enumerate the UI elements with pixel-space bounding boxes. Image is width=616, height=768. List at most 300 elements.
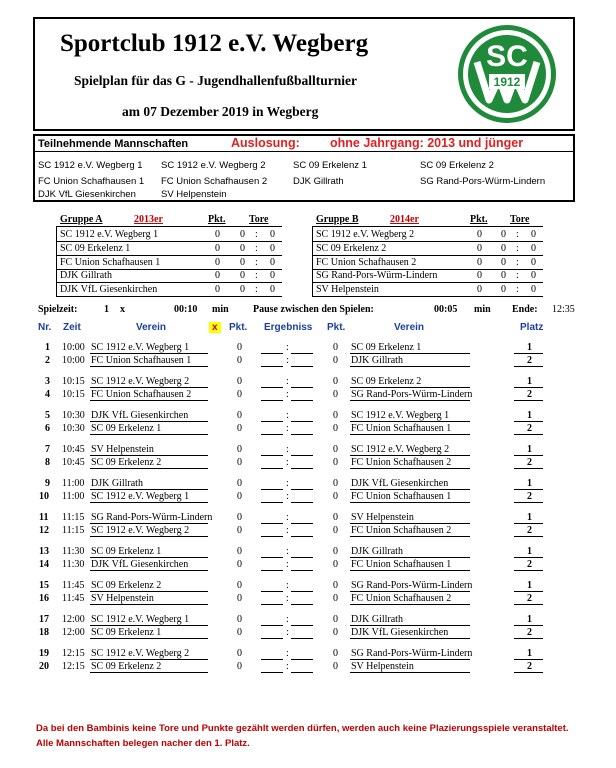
place-underline: [514, 659, 543, 660]
match-away-points: 0: [333, 478, 338, 489]
away-team-underline: [350, 570, 470, 571]
home-team-underline: [90, 489, 208, 490]
col-pkt: Pkt.: [229, 322, 248, 333]
match-home-team: SC 1912 e.V. Wegberg 2: [91, 648, 190, 659]
pause-time: 00:05: [434, 304, 458, 315]
match-home-team: SV Helpenstein: [91, 444, 154, 455]
group-row-line: [312, 296, 543, 297]
match-home-points: 0: [237, 512, 242, 523]
group-goals-against: 0: [531, 256, 536, 268]
home-team-underline: [90, 523, 208, 524]
match-away-points: 0: [333, 376, 338, 387]
match-home-points: 0: [237, 648, 242, 659]
match-time: 11:45: [62, 580, 85, 591]
home-team-underline: [90, 604, 208, 605]
col-zeit: Zeit: [63, 322, 81, 333]
group-goals-against: 0: [270, 242, 275, 254]
away-score-line: [291, 557, 313, 558]
home-team-underline: [90, 625, 208, 626]
home-team-underline: [90, 672, 208, 673]
team-entry: DJK VfL Giesenkirchen: [38, 189, 136, 200]
group-team: FC Union Schafhausen 2: [316, 256, 417, 268]
group-goals-for: 0: [240, 256, 245, 268]
place-underline: [514, 400, 543, 401]
match-home-points: 0: [237, 546, 242, 557]
group-goals-for: 0: [240, 242, 245, 254]
group-goals-for: 0: [240, 229, 245, 240]
home-score-line: [261, 570, 283, 571]
match-away-points: 0: [333, 546, 338, 557]
group-goals-against: 0: [270, 270, 275, 282]
home-score-line: [261, 536, 283, 537]
match-away-points: 0: [333, 648, 338, 659]
col-nr: Nr.: [38, 322, 52, 333]
group-points: 0: [477, 284, 482, 296]
match-away-team: DJK VfL Giesenkirchen: [351, 478, 449, 489]
group-goals-against: 0: [531, 242, 536, 254]
away-team-underline: [350, 638, 470, 639]
match-time: 10:15: [62, 376, 85, 387]
place-underline: [514, 387, 543, 388]
match-home-team: DJK VfL Giesenkirchen: [91, 410, 189, 421]
match-place: 1: [527, 376, 532, 387]
group-age: 2014er: [390, 214, 419, 225]
match-number: 10: [39, 491, 49, 502]
match-away-points: 0: [333, 342, 338, 353]
match-away-team: FC Union Schafhausen 1: [351, 491, 452, 502]
match-place: 2: [527, 355, 532, 366]
match-home-points: 0: [237, 389, 242, 400]
home-score-line: [261, 672, 283, 673]
match-number: 5: [45, 410, 50, 421]
away-score-line: [291, 523, 313, 524]
group-goals-sep: :: [255, 229, 258, 240]
place-underline: [514, 455, 543, 456]
match-number: 9: [45, 478, 50, 489]
match-away-team: SG Rand-Pors-Würm-Lindern: [351, 580, 473, 591]
away-team-underline: [350, 591, 470, 592]
match-away-team: FC Union Schafhausen 2: [351, 593, 452, 604]
match-number: 19: [39, 648, 49, 659]
match-home-team: SC 09 Erkelenz 1: [91, 627, 162, 638]
score-separator: :: [286, 457, 289, 468]
match-away-team: SG Rand-Pors-Würm-Lindern: [351, 389, 473, 400]
away-team-underline: [350, 502, 470, 503]
match-home-team: SG Rand-Pors-Würm-Lindern: [91, 512, 213, 523]
match-place: 2: [527, 559, 532, 570]
match-time: 12:00: [62, 627, 85, 638]
match-place: 1: [527, 512, 532, 523]
place-underline: [514, 591, 543, 592]
match-away-points: 0: [333, 389, 338, 400]
match-number: 14: [39, 559, 49, 570]
match-away-team: FC Union Schafhausen 1: [351, 423, 452, 434]
group-age: 2013er: [134, 214, 163, 225]
away-score-line: [291, 625, 313, 626]
match-home-team: SC 09 Erkelenz 1: [91, 423, 162, 434]
match-away-points: 0: [333, 525, 338, 536]
place-underline: [514, 638, 543, 639]
match-time: 10:30: [62, 410, 85, 421]
score-separator: :: [286, 355, 289, 366]
match-time: 10:45: [62, 444, 85, 455]
score-separator: :: [286, 410, 289, 421]
match-home-points: 0: [237, 376, 242, 387]
teams-divider: [35, 151, 573, 152]
home-team-underline: [90, 366, 208, 367]
place-underline: [514, 468, 543, 469]
group-team: SC 09 Erkelenz 2: [316, 242, 387, 254]
match-home-team: SC 1912 e.V. Wegberg 1: [91, 342, 190, 353]
match-away-team: FC Union Schafhausen 1: [351, 559, 452, 570]
home-team-underline: [90, 570, 208, 571]
place-underline: [514, 421, 543, 422]
group-points: 0: [477, 229, 482, 240]
match-away-points: 0: [333, 491, 338, 502]
logo-sc-text: SC: [486, 40, 528, 73]
away-team-underline: [350, 455, 470, 456]
group-team: DJK Gillrath: [60, 270, 112, 282]
match-place: 1: [527, 580, 532, 591]
match-home-team: SC 1912 e.V. Wegberg 2: [91, 525, 190, 536]
group-goals-for: 0: [240, 270, 245, 282]
group-goals-against: 0: [531, 284, 536, 296]
match-place: 1: [527, 546, 532, 557]
match-time: 11:00: [62, 491, 85, 502]
home-team-underline: [90, 502, 208, 503]
match-number: 20: [39, 661, 49, 672]
match-place: 1: [527, 478, 532, 489]
match-number: 11: [39, 512, 49, 523]
place-underline: [514, 672, 543, 673]
group-goals-against: 0: [531, 270, 536, 282]
match-away-points: 0: [333, 444, 338, 455]
match-place: 1: [527, 342, 532, 353]
home-score-line: [261, 468, 283, 469]
place-underline: [514, 604, 543, 605]
away-score-line: [291, 387, 313, 388]
match-home-team: FC Union Schafhausen 2: [91, 389, 192, 400]
away-score-line: [291, 604, 313, 605]
home-score-line: [261, 557, 283, 558]
match-home-team: SC 09 Erkelenz 2: [91, 661, 162, 672]
home-team-underline: [90, 400, 208, 401]
away-score-line: [291, 638, 313, 639]
group-team: SG Rand-Pors-Würm-Lindern: [316, 270, 438, 282]
match-away-team: SC 1912 e.V. Wegberg 2: [351, 444, 450, 455]
match-time: 11:00: [62, 478, 85, 489]
match-number: 13: [39, 546, 49, 557]
group-goals-for: 0: [501, 242, 506, 254]
away-team-underline: [350, 421, 470, 422]
club-title: Sportclub 1912 e.V. Wegberg: [60, 30, 369, 57]
match-number: 18: [39, 627, 49, 638]
club-logo-icon: [455, 22, 559, 126]
match-away-points: 0: [333, 410, 338, 421]
away-score-line: [291, 468, 313, 469]
group-points: 0: [477, 270, 482, 282]
away-score-line: [291, 353, 313, 354]
home-score-line: [261, 523, 283, 524]
away-team-underline: [350, 659, 470, 660]
col-platz: Platz: [520, 322, 544, 333]
match-place: 2: [527, 389, 532, 400]
group-team: SC 1912 e.V. Wegberg 1: [60, 229, 159, 240]
away-score-line: [291, 659, 313, 660]
home-team-underline: [90, 591, 208, 592]
match-home-points: 0: [237, 525, 242, 536]
tournament-subtitle: Spielplan für das G - Jugendhallenfußballturnier: [74, 73, 357, 88]
group-points: 0: [477, 242, 482, 254]
match-number: 2: [45, 355, 50, 366]
team-entry: DJK Gillrath: [293, 176, 344, 187]
home-team-underline: [90, 557, 208, 558]
match-home-team: SC 1912 e.V. Wegberg 2: [91, 376, 190, 387]
home-score-line: [261, 659, 283, 660]
group-goals-against: 0: [270, 229, 275, 240]
group-points: 0: [215, 284, 220, 296]
group-goals-for: 0: [501, 284, 506, 296]
group-points: 0: [215, 242, 220, 254]
match-away-points: 0: [333, 355, 338, 366]
away-score-line: [291, 672, 313, 673]
ende-label: Ende:: [512, 304, 538, 315]
team-entry: SC 1912 e.V. Wegberg 1: [38, 160, 143, 171]
ende-time: 12:35: [552, 304, 575, 315]
home-team-underline: [90, 353, 208, 354]
match-number: 6: [45, 423, 50, 434]
match-place: 2: [527, 457, 532, 468]
match-place: 2: [527, 525, 532, 536]
score-separator: :: [286, 627, 289, 638]
score-separator: :: [286, 648, 289, 659]
group-team: SC 1912 e.V. Wegberg 2: [316, 229, 415, 240]
col-pkt2: Pkt.: [327, 322, 346, 333]
match-home-points: 0: [237, 410, 242, 421]
team-entry: SC 1912 e.V. Wegberg 2: [161, 160, 266, 171]
score-separator: :: [286, 525, 289, 536]
group-goals-sep: :: [516, 284, 519, 296]
score-separator: :: [286, 376, 289, 387]
group-pkt-header: Pkt.: [470, 214, 488, 225]
away-score-line: [291, 536, 313, 537]
match-time: 11:30: [62, 559, 85, 570]
match-number: 3: [45, 376, 50, 387]
score-separator: :: [286, 389, 289, 400]
group-team: SC 09 Erkelenz 1: [60, 242, 131, 254]
away-score-line: [291, 400, 313, 401]
team-entry: FC Union Schafhausen 2: [161, 176, 268, 187]
match-home-team: SC 09 Erkelenz 2: [91, 457, 162, 468]
group-points: 0: [215, 256, 220, 268]
match-number: 1: [45, 342, 50, 353]
home-team-underline: [90, 455, 208, 456]
home-team-underline: [90, 468, 208, 469]
home-team-underline: [90, 638, 208, 639]
match-home-points: 0: [237, 661, 242, 672]
group-left-line: [312, 226, 313, 296]
place-underline: [514, 557, 543, 558]
group-points: 0: [215, 229, 220, 240]
match-home-points: 0: [237, 580, 242, 591]
match-away-points: 0: [333, 614, 338, 625]
group-goals-sep: :: [516, 256, 519, 268]
match-away-team: SG Rand-Pors-Würm-Lindern: [351, 648, 473, 659]
home-score-line: [261, 366, 283, 367]
age-label: ohne Jahrgang: 2013 und jünger: [330, 136, 524, 150]
home-team-underline: [90, 536, 208, 537]
match-away-points: 0: [333, 559, 338, 570]
match-home-team: SC 09 Erkelenz 1: [91, 546, 162, 557]
group-row-line: [56, 296, 282, 297]
home-score-line: [261, 638, 283, 639]
col-verein2: Verein: [394, 322, 425, 333]
place-underline: [514, 536, 543, 537]
group-goals-for: 0: [501, 270, 506, 282]
away-team-underline: [350, 353, 470, 354]
match-away-points: 0: [333, 661, 338, 672]
away-score-line: [291, 570, 313, 571]
match-away-points: 0: [333, 457, 338, 468]
home-score-line: [261, 421, 283, 422]
group-goals-sep: :: [516, 229, 519, 240]
home-score-line: [261, 591, 283, 592]
score-separator: :: [286, 593, 289, 604]
away-score-line: [291, 366, 313, 367]
group-goals-sep: :: [255, 284, 258, 296]
group-goals-against: 0: [270, 284, 275, 296]
place-underline: [514, 489, 543, 490]
place-underline: [514, 502, 543, 503]
away-team-underline: [350, 672, 470, 673]
spielzeit-count: 1: [104, 304, 109, 315]
home-team-underline: [90, 421, 208, 422]
match-home-points: 0: [237, 423, 242, 434]
match-number: 4: [45, 389, 50, 400]
match-home-team: FC Union Schafhausen 1: [91, 355, 192, 366]
place-underline: [514, 353, 543, 354]
match-home-team: SV Helpenstein: [91, 593, 154, 604]
match-away-points: 0: [333, 580, 338, 591]
match-home-points: 0: [237, 444, 242, 455]
home-team-underline: [90, 434, 208, 435]
spielzeit-unit: min: [212, 304, 229, 315]
match-away-points: 0: [333, 593, 338, 604]
group-goals-for: 0: [501, 229, 506, 240]
match-time: 12:15: [62, 648, 85, 659]
pause-label: Pause zwischen den Spielen:: [253, 304, 374, 315]
match-home-team: DJK Gillrath: [91, 478, 143, 489]
home-team-underline: [90, 659, 208, 660]
away-team-underline: [350, 604, 470, 605]
col-verein: Verein: [136, 322, 167, 333]
pause-unit: min: [474, 304, 491, 315]
match-away-team: SC 09 Erkelenz 1: [351, 342, 422, 353]
team-entry: SV Helpenstein: [161, 189, 227, 200]
spielzeit-label: Spielzeit:: [38, 304, 78, 315]
place-underline: [514, 625, 543, 626]
away-team-underline: [350, 387, 470, 388]
away-score-line: [291, 591, 313, 592]
home-team-underline: [90, 387, 208, 388]
home-score-line: [261, 502, 283, 503]
match-away-team: DJK Gillrath: [351, 546, 403, 557]
score-separator: :: [286, 580, 289, 591]
away-team-underline: [350, 523, 470, 524]
match-place: 1: [527, 614, 532, 625]
match-place: 2: [527, 491, 532, 502]
match-time: 10:30: [62, 423, 85, 434]
match-home-points: 0: [237, 627, 242, 638]
group-goals-sep: :: [255, 256, 258, 268]
group-top-line: [56, 226, 282, 227]
home-score-line: [261, 387, 283, 388]
match-home-points: 0: [237, 614, 242, 625]
group-goals-against: 0: [270, 256, 275, 268]
match-place: 2: [527, 593, 532, 604]
home-score-line: [261, 489, 283, 490]
away-team-underline: [350, 434, 470, 435]
match-home-points: 0: [237, 559, 242, 570]
match-away-team: SC 1912 e.V. Wegberg 1: [351, 410, 450, 421]
match-place: 2: [527, 661, 532, 672]
match-away-team: DJK Gillrath: [351, 355, 403, 366]
match-place: 2: [527, 627, 532, 638]
away-team-underline: [350, 400, 470, 401]
match-time: 10:00: [62, 355, 85, 366]
match-number: 15: [39, 580, 49, 591]
match-number: 17: [39, 614, 49, 625]
group-pkt-header: Pkt.: [208, 214, 226, 225]
match-number: 8: [45, 457, 50, 468]
match-place: 1: [527, 410, 532, 421]
group-points: 0: [477, 256, 482, 268]
match-away-team: SV Helpenstein: [351, 512, 414, 523]
match-home-team: SC 1912 e.V. Wegberg 1: [91, 491, 190, 502]
away-score-line: [291, 455, 313, 456]
footer-note-2: Alle Mannschaften belegen nacher den 1. Platz.: [36, 738, 250, 749]
group-goals-against: 0: [531, 229, 536, 240]
away-score-line: [291, 502, 313, 503]
group-team: FC Union Schafhausen 1: [60, 256, 161, 268]
home-score-line: [261, 455, 283, 456]
match-home-points: 0: [237, 593, 242, 604]
team-entry: SC 09 Erkelenz 1: [293, 160, 367, 171]
match-time: 12:00: [62, 614, 85, 625]
match-time: 12:15: [62, 661, 85, 672]
group-left-line: [56, 226, 57, 296]
group-goals-for: 0: [240, 284, 245, 296]
col-x-marker: x: [209, 322, 221, 333]
match-away-team: DJK VfL Giesenkirchen: [351, 627, 449, 638]
home-score-line: [261, 625, 283, 626]
score-separator: :: [286, 423, 289, 434]
match-away-points: 0: [333, 627, 338, 638]
away-score-line: [291, 489, 313, 490]
match-away-team: FC Union Schafhausen 2: [351, 525, 452, 536]
spielzeit-x: x: [120, 304, 125, 315]
place-underline: [514, 570, 543, 571]
group-tore-header: Tore: [249, 214, 269, 225]
match-place: 1: [527, 648, 532, 659]
match-away-points: 0: [333, 423, 338, 434]
match-home-points: 0: [237, 491, 242, 502]
match-time: 11:45: [62, 593, 85, 604]
match-number: 16: [39, 593, 49, 604]
match-number: 7: [45, 444, 50, 455]
place-underline: [514, 366, 543, 367]
score-separator: :: [286, 512, 289, 523]
